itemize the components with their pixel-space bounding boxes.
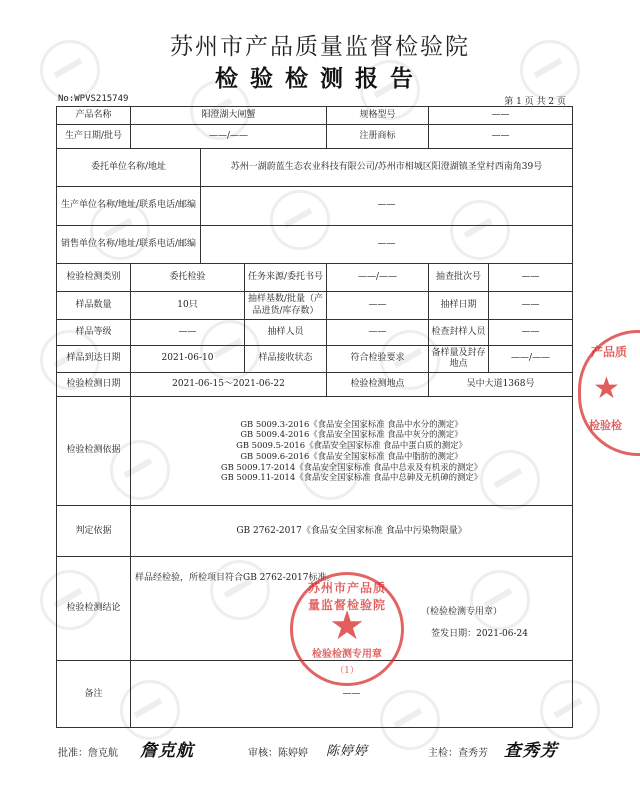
sample-grade-value: ——: [131, 320, 245, 346]
side-seal-bottom: 检验检: [589, 419, 622, 432]
field-label: 检验检测依据: [57, 396, 131, 505]
basis-list: [131, 396, 573, 505]
remark-value: ——: [131, 661, 573, 728]
test-date-value: 2021-06-15～2021-06-22: [131, 373, 327, 397]
signature-footer: [58, 736, 578, 766]
sampler-value: ——: [327, 320, 429, 346]
test-type-value: 委托检验: [131, 264, 245, 292]
field-label: 样品等级: [57, 320, 131, 346]
field-label: 备样量及封存地点: [429, 345, 489, 372]
field-label: 任务来源/委托书号: [245, 264, 327, 292]
field-label: 生产日期/批号: [57, 125, 131, 149]
field-label: 抽查批次号: [429, 264, 489, 292]
field-label: 检验检测地点: [327, 373, 429, 397]
seal-top-text: 苏州市产品质量监督检验院: [307, 581, 386, 612]
field-label: 规格型号: [327, 107, 429, 125]
basis-item: GB 5009.4-2016《食品安全国家标准 食品中灰分的测定》: [240, 429, 463, 440]
field-label: 样品到达日期: [57, 345, 131, 372]
sealer-value: ——: [489, 320, 573, 346]
field-label: 销售单位名称/地址/联系电话/邮编: [57, 225, 201, 264]
conclusion-text: 样品经检验，所检项目符合GB 2762-2017标准。: [135, 572, 336, 583]
sample-batch-value: ——: [489, 264, 573, 292]
basis-item: GB 5009.3-2016《食品安全国家标准 食品中水分的测定》: [240, 418, 463, 429]
conclusion-cell: [131, 557, 573, 661]
basis-item: GB 5009.17-2014《食品安全国家标准 食品中总汞及有机汞的测定》: [220, 461, 483, 472]
field-label: 样品接收状态: [245, 345, 327, 372]
side-seal-stamp: [578, 330, 640, 456]
field-label: 委托单位名称/地址: [57, 148, 201, 187]
field-label: 产品名称: [57, 107, 131, 125]
table-row: [57, 320, 573, 346]
arrival-date-value: 2021-06-10: [131, 345, 245, 372]
table-row: [57, 107, 573, 125]
client-value: 苏州一湖蔚蓝生态农业科技有限公司/苏州市相城区阳澄湖镇圣堂村西南角39号: [201, 148, 573, 187]
table-row: [57, 125, 573, 149]
field-label: 注册商标: [327, 125, 429, 149]
sampling-base-value: ——: [327, 292, 429, 320]
report-table: [56, 106, 573, 728]
prod-date-value: ——/——: [131, 125, 327, 149]
model-value: ——: [429, 107, 573, 125]
report-title: 检验检测报告: [215, 66, 425, 92]
field-label: 生产单位名称/地址/联系电话/邮编: [57, 187, 201, 226]
basis-item: GB 5009.5-2016《食品安全国家标准 食品中蛋白质的测定》: [236, 440, 467, 451]
field-label: 检查封样人员: [429, 320, 489, 346]
trademark-value: ——: [429, 125, 573, 149]
field-label: 抽样基数/批量（产品进货/库存数）: [245, 292, 327, 320]
table-row: [57, 187, 573, 226]
field-label: 样品数量: [57, 292, 131, 320]
field-label: 检验检测类别: [57, 264, 131, 292]
test-place-value: 吴中大道1368号: [429, 373, 573, 397]
field-label: 抽样日期: [429, 292, 489, 320]
basis-item: GB 5009.11-2014《食品安全国家标准 食品中总砷及无机砷的测定》: [220, 472, 483, 483]
issue-date: 签发日期：2021-06-24: [431, 628, 529, 639]
equipment-value: ——/——: [489, 345, 573, 372]
inspector-label: 主检：查秀芳: [428, 748, 488, 759]
table-row: [57, 345, 573, 372]
page-info: 第 1 页 共 2 页: [504, 97, 566, 107]
reviewer-label: 审核：陈婷婷: [248, 748, 308, 759]
star-icon: ★: [593, 371, 620, 406]
field-label: 检验检测日期: [57, 373, 131, 397]
seller-value: ——: [201, 225, 573, 264]
approver-label: 批准：詹克航: [58, 748, 118, 759]
table-row: [57, 225, 573, 264]
report-number: No:WPVS215749: [58, 94, 129, 104]
receive-status-value: 符合检验要求: [327, 345, 429, 372]
side-seal-top: 产品质: [591, 345, 628, 359]
field-label: 判定依据: [57, 506, 131, 557]
reviewer-signature: 陈婷婷: [326, 744, 369, 759]
field-label: 备注: [57, 661, 131, 728]
table-row: [57, 373, 573, 397]
table-row: [57, 396, 573, 505]
approver-signature: 詹克航: [140, 741, 194, 761]
inspector-signature: 查秀芳: [504, 741, 558, 761]
sampling-date-value: ——: [489, 292, 573, 320]
seal-note: （检验检测专用章）: [421, 606, 503, 617]
seal-number: （1）: [335, 666, 359, 676]
field-label: 抽样人员: [245, 320, 327, 346]
task-source-value: ——/——: [327, 264, 429, 292]
product-name: 阳澄湖大闸蟹: [131, 107, 327, 125]
basis-item: GB 5009.6-2016《食品安全国家标准 食品中脂肪的测定》: [240, 450, 463, 461]
table-row: [57, 264, 573, 292]
table-row: [57, 292, 573, 320]
sample-qty-value: 10只: [131, 292, 245, 320]
table-row: [57, 148, 573, 187]
table-row: [57, 506, 573, 557]
judgement-value: GB 2762-2017《食品安全国家标准 食品中污染物限量》: [131, 506, 573, 557]
star-icon: ★: [329, 603, 365, 649]
institute-title: 苏州市产品质量监督检验院: [170, 34, 470, 60]
producer-value: ——: [201, 187, 573, 226]
field-label: 检验检测结论: [57, 557, 131, 661]
table-row: [57, 557, 573, 661]
seal-inner-text: 检验检测专用章: [312, 649, 382, 660]
table-row: [57, 661, 573, 728]
